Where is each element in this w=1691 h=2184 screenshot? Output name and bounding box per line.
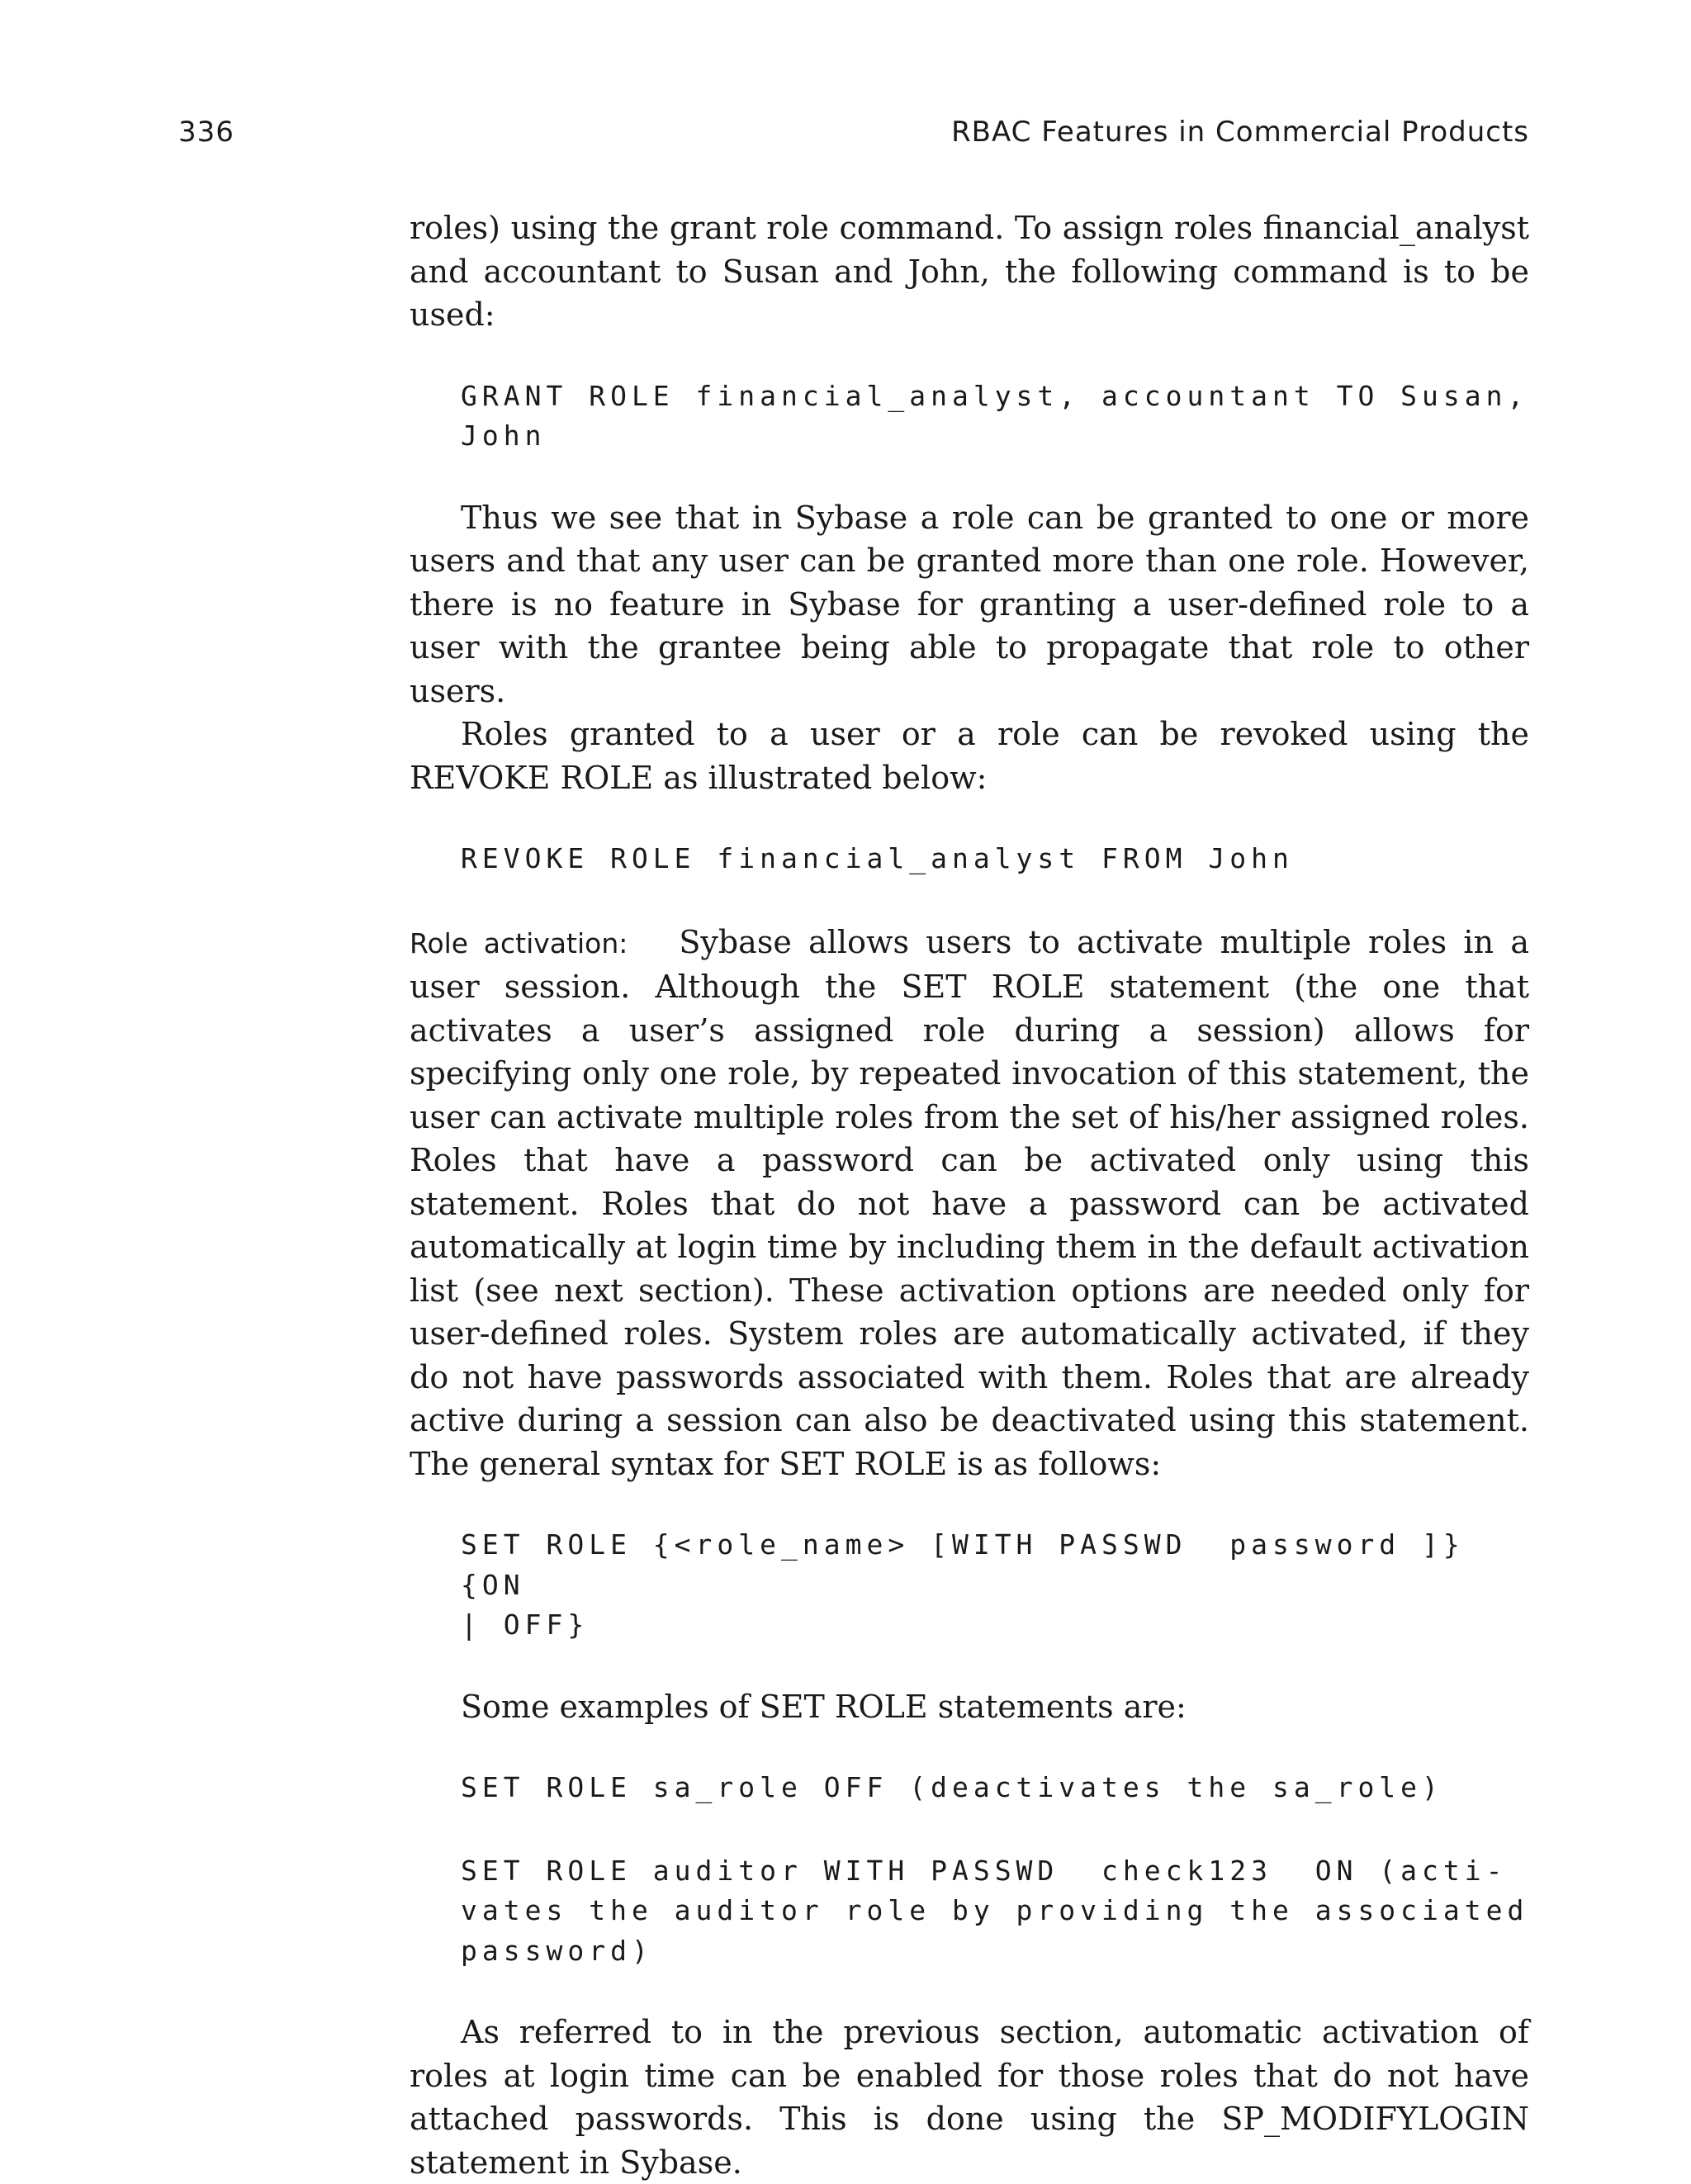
code-set-role-syntax: SET ROLE {<role_name> [WITH PASSWD password ]} {ON | OFF} (461, 1528, 1465, 1641)
paragraph-role-activation (410, 921, 1529, 1486)
page-number: 336 (178, 116, 234, 149)
paragraph-2: Thus we see that in Sybase a role can be granted to one or more users and that any user can be granted more than one role. However, there is no feature in Sybase for granting a user-defined role to a user with the grantee being able to propagate that role to other users. (410, 499, 1529, 709)
paragraph-3: Roles granted to a user or a role can be revoked using the REVOKE ROLE as illustrated below: (410, 716, 1529, 796)
code-grant-role: GRANT ROLE financial_analyst, accountant TO Susan, John (461, 379, 1529, 452)
paragraph-5: Some examples of SET ROLE statements are: (461, 1688, 1187, 1725)
code-example-1: SET ROLE sa_role OFF (deactivates the sa_role) (461, 1771, 1443, 1803)
code-example-2: SET ROLE auditor WITH PASSWD check123 ON (acti- vates the auditor role by providing the associated password) (461, 1854, 1529, 1967)
running-title: RBAC Features in Commercial Products (951, 116, 1529, 149)
role-activation-text: Sybase allows users to activate multiple roles in a user session. Although the SET ROLE statement (the one that activates a user’s assigned role during a session) allows for specifying only one role, by repeated invocation of this statement, the user can activate multiple roles from the set of his/her assigned roles. Roles that have a password can be activated only using this statement. Roles that do not have a password can be activated automatically at login time by including them in the default activation list (see next section). These activation options are needed only for user-defined roles. System roles are automatically activated, if they do not have passwords associated with them. Roles that are already active during a session can also be deactivated using this statement. The general syntax for SET ROLE is as follows: (410, 923, 1529, 1482)
page-body (410, 206, 1529, 2184)
paragraph-1: roles) using the grant role command. To assign roles financial_analyst and accountant to Susan and John, the following command is to be used: (410, 210, 1529, 333)
code-revoke-role: REVOKE ROLE financial_analyst FROM John (461, 842, 1294, 874)
paragraph-6: As referred to in the previous section, automatic activation of roles at login time can be enabled for those roles that do not have attached passwords. This is done using the SP_MODIFYLOGIN statement in Sybase. (410, 2014, 1529, 2181)
run-in-heading: Role activation: (410, 926, 628, 959)
